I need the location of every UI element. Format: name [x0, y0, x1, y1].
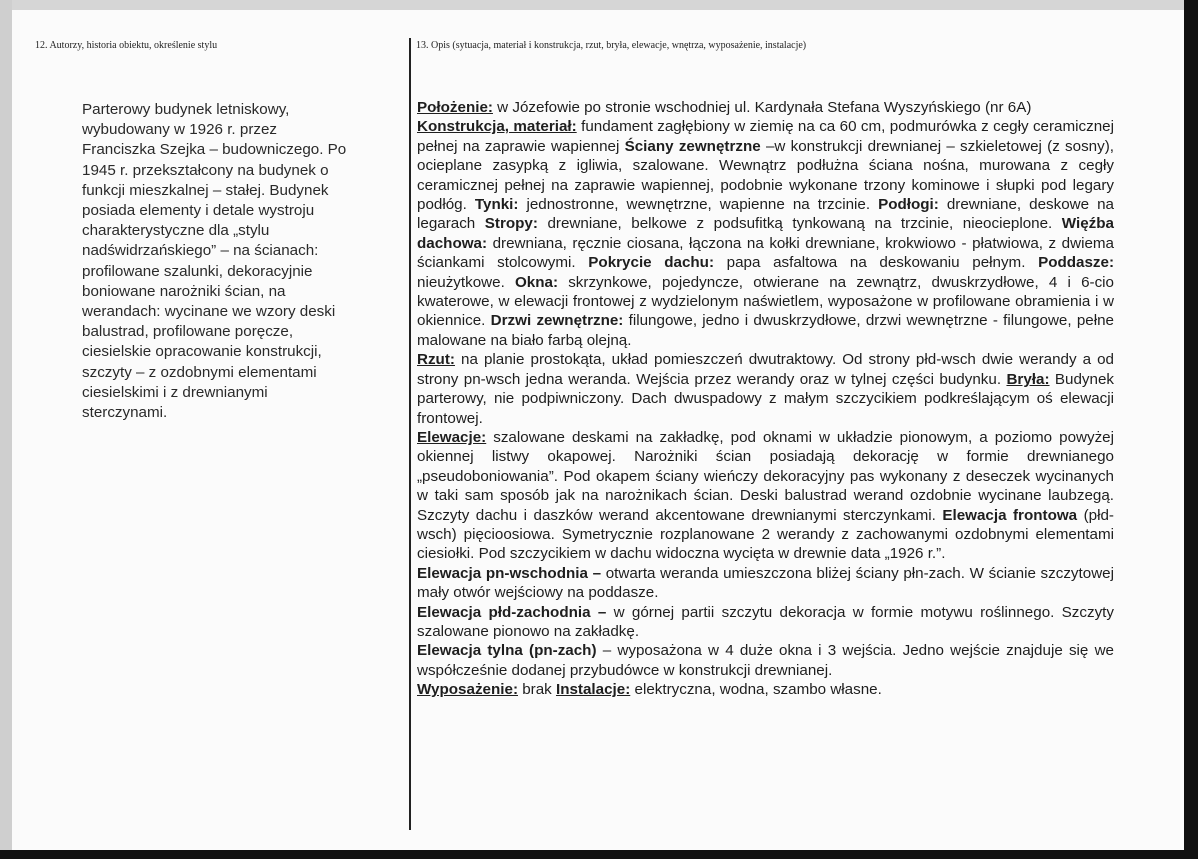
- label-rzut: Rzut:: [417, 351, 455, 369]
- text-bryla: Budynek parterowy, nie podpiwniczony. Dach dwuspadowy z małym szczycikiem podkreślającym oś elewacji frontowej.: [417, 370, 1115, 427]
- label-instalacje: Instalacje:: [555, 681, 631, 699]
- text-okna: skrzynkowe, pojedyncze, otwierane na zewnątrz, dwuskrzydłowe, 4 i 6-cio kwaterowe, w elewacji frontowej z wydzielonym naświetlem, wyposażone w profilowane obramienia i w okiennice.: [417, 273, 1114, 330]
- label-tynki: Tynki:: [474, 196, 519, 214]
- label-wyposazenie: Wyposażenie:: [417, 681, 518, 699]
- scan-edge-left: [0, 0, 12, 859]
- text-elewacja-pld-zach: w górnej partii szczytu dekoracja w formie motywu roślinnego. Szczyty szalowane pionowo na zakładkę.: [417, 603, 1114, 640]
- text-elewacja-pn-wsch: otwarta weranda umieszczona bliżej ściany płn-zach. W ścianie szczytowej mały otwór wejściowy na poddasze.: [417, 564, 1114, 602]
- label-wiezba: Więźba dachowa:: [417, 215, 1114, 252]
- text-tynki: jednostronne, wewnętrzne, wapienne na trzcinie.: [518, 196, 879, 214]
- label-konstrukcja: Konstrukcja, materiał:: [417, 118, 577, 136]
- paragraph-elevation-rear: [417, 641, 1114, 680]
- text-poddasze: nieużytkowe.: [417, 273, 515, 291]
- text-polozenie: w Józefowie po stronie wschodniej ul. Kardynała Stefana Wyszyńskiego (nr 6A): [492, 99, 1032, 116]
- paragraph-elevations: [417, 428, 1114, 564]
- text-wiezba: drewniana, ręcznie ciosana, łączona na kołki drewniane, krokwiowo - płatwiowa, z dwiema ściankami stolcowymi.: [417, 234, 1114, 272]
- section-12-header: 12. Autorzy, historia obiektu, określenie stylu: [35, 40, 218, 51]
- text-podlogi: drewniane, deskowe na legarach: [417, 196, 1115, 233]
- paragraph-elevation-sw: [417, 603, 1114, 642]
- column-divider: [409, 38, 411, 830]
- paragraph-location: [417, 98, 1114, 117]
- text-pokrycie: papa asfaltowa na deskowaniu pełnym.: [714, 254, 1039, 272]
- section-13-header: 13. Opis (sytuacja, materiał i konstrukcja, rzut, bryła, elewacje, wnętrza, wyposażenie, instalacje): [416, 40, 807, 51]
- text-sciany: –w konstrukcji drewnianej – szkieletowej (z sosny), ocieplane zasypką z igliwia, szalowane. Wewnątrz podłużna ściana nośna, murowana z cegły ceramicznej pełnej na zaprawie wapiennej, podobnie wykonane trzony kominowe i słupki pod legary podłóg.: [417, 137, 1114, 214]
- label-pokrycie: Pokrycie dachu:: [588, 254, 715, 272]
- history-column: [82, 100, 354, 423]
- text-rzut: na planie prostokąta, układ pomieszczeń dwutraktowy. Od strony płd-wsch dwie werandy a od strony pn-wsch jedna weranda. Wejścia przez werandy oraz w tylnej części budynku.: [417, 351, 1114, 388]
- label-polozenie: Położenie:: [417, 99, 493, 116]
- scan-edge-right: [1184, 0, 1198, 859]
- label-bryla: Bryła:: [1006, 370, 1050, 388]
- label-okna: Okna:: [514, 273, 559, 291]
- text-drzwi: filungowe, jedno i dwuskrzydłowe, drzwi wewnętrzne - filungowe, pełne malowane na biało farbą olejną.: [417, 312, 1115, 349]
- description-column: [417, 98, 1114, 700]
- label-elewacja-frontowa: Elewacja frontowa: [942, 506, 1078, 524]
- text-konstrukcja: fundament zagłębiony w ziemię na ca 60 cm, podmurówka z cegły ceramicznej pełnej na zaprawie wapiennej: [417, 118, 1114, 155]
- history-text: Parterowy budynek letniskowy, wybudowany w 1926 r. przez Franciszka Szejka – budowniczego. Po 1945 r. przekształcony na budynek o funkcji mieszkalnej – stałej. Budynek posiada elementy i detale wystroju charakterystyczne dla „stylu nadświdrzańskiego” – na ścianach: profilowane szalunki, dekoracyjnie boniowane narożniki ścian, na werandach: wycinane we wzory deski balustrad, profilowane poręcze, ciesielskie opracowanie konstrukcji, szczyty – z ozdobnymi elementami ciesielskimi i z drewnianymi sterczynami.: [82, 101, 347, 422]
- label-elewacja-pld-zach: Elewacja płd-zachodnia –: [417, 603, 607, 621]
- label-elewacje: Elewacje:: [417, 428, 487, 446]
- label-drzwi: Drzwi zewnętrzne:: [490, 312, 624, 330]
- label-stropy: Stropy:: [484, 215, 538, 233]
- text-elewacja-tylna: – wyposażona w 4 duże okna i 3 wejścia. Jedno wejście znajduje się we współcześnie dodanej przybudówce w konstrukcji drewnianej.: [417, 642, 1115, 679]
- text-wyposazenie: brak: [518, 681, 556, 699]
- label-poddasze: Poddasze:: [1038, 254, 1115, 272]
- paragraph-plan: [417, 350, 1114, 428]
- scan-edge-bottom: [0, 850, 1198, 859]
- text-stropy: drewniane, belkowe z podsufitką tynkowaną na trzcinie, nieocieplone.: [537, 215, 1062, 233]
- paragraph-elevation-ne: [417, 564, 1114, 603]
- label-sciany: Ściany zewnętrzne: [624, 137, 761, 155]
- label-elewacja-pn-wsch: Elewacja pn-wschodnia –: [417, 564, 602, 582]
- label-elewacja-tylna: Elewacja tylna (pn-zach): [417, 642, 597, 660]
- label-podlogi: Podłogi:: [878, 196, 939, 214]
- text-elewacja-frontowa: (płd-wsch) pięcioosiowa. Symetrycznie rozplanowane 2 werandy z zachowanymi ozdobnymi elementami ciesiołki. Pod szczycikiem w dachu widoczna wycięta w drewnie data „1926 r.”.: [417, 506, 1114, 563]
- paragraph-construction: [417, 117, 1114, 350]
- paragraph-equipment: [417, 680, 1114, 699]
- scan-edge-top: [0, 0, 1198, 10]
- text-elewacje: szalowane deskami na zakładkę, pod oknami w układzie pionowym, a poziomo powyżej okiennej listwy okapowej. Narożniki ścian posiadają dekorację w formie drewnianego „pseudoboniowania”. Pod okapem ściany wieńczy dekoracyjny pas wykonany z deseczek wycinanych w taki sam sposób jak na narożnikach ścian. Deski balustrad werand ozdobnie wycinane laubzegą. Szczyty dachu i daszków werand akcentowane drewnianymi sterczynkami.: [417, 428, 1114, 524]
- text-instalacje: elektryczna, wodna, szambo własne.: [630, 681, 882, 699]
